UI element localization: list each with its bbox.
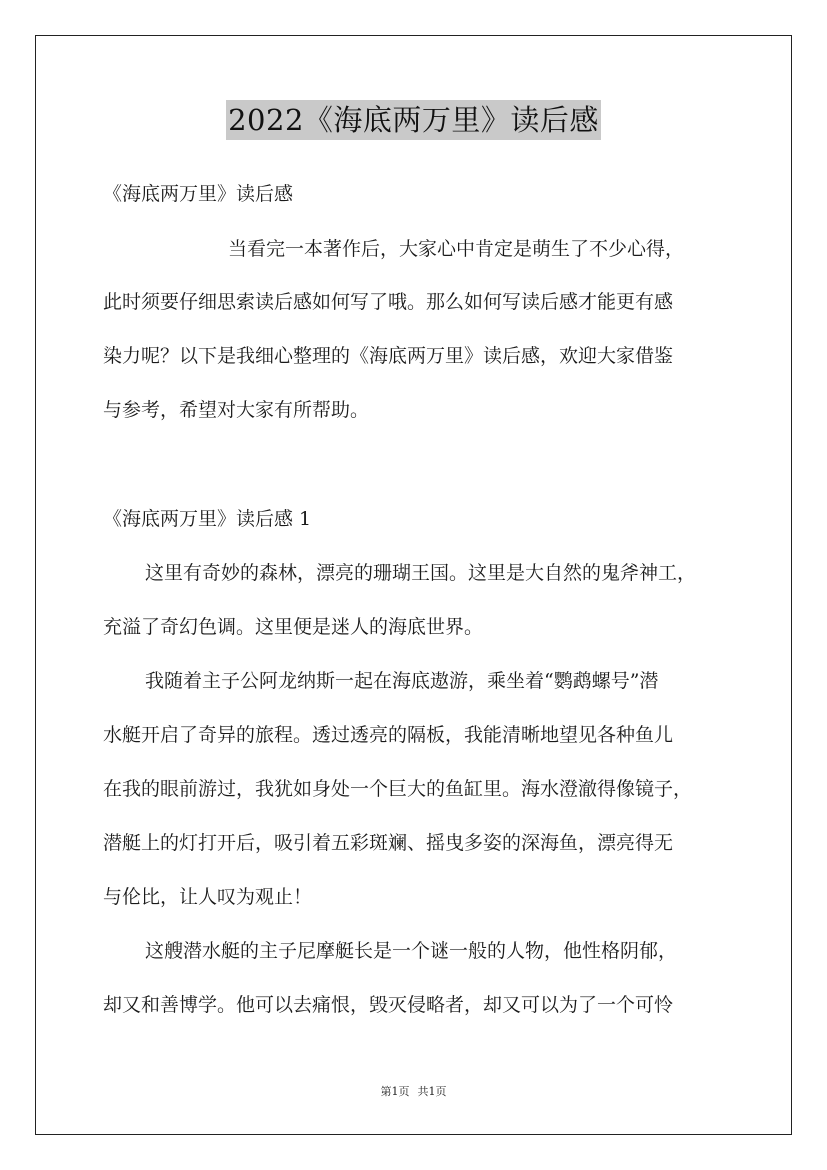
body-line: 充溢了奇幻色调。这里便是迷人的海底世界。	[103, 616, 484, 638]
body-line: 这艘潜水艇的主子尼摩艇长是一个谜一般的人物，他性格阴郁，	[145, 940, 678, 962]
intro-line: 染力呢？以下是我细心整理的《海底两万里》读后感，欢迎大家借鉴	[103, 345, 674, 367]
document-subtitle: 《海底两万里》读后感	[103, 183, 294, 205]
title-wrapper	[0, 100, 827, 140]
document-title: 2022《海底两万里》读后感	[226, 100, 601, 140]
body-line: 却又和善博学。他可以去痛恨，毁灭侵略者，却又可以为了一个可怜	[103, 994, 674, 1016]
body-line: 水艇开启了奇异的旅程。透过透亮的隔板，我能清晰地望见各种鱼儿	[103, 724, 674, 746]
page-number: 第1页	[380, 1085, 410, 1098]
body-line: 与伦比，让人叹为观止！	[103, 886, 313, 908]
page-total: 共1页	[417, 1085, 447, 1098]
body-line: 在我的眼前游过，我犹如身处一个巨大的鱼缸里。海水澄澈得像镜子，	[103, 778, 693, 800]
intro-line: 此时须要仔细思索读后感如何写了哦。那么如何写读后感才能更有感	[103, 291, 674, 313]
body-line: 这里有奇妙的森林，漂亮的珊瑚王国。这里是大自然的鬼斧神工，	[145, 562, 697, 584]
body-line: 我随着主子公阿龙纳斯一起在海底遨游，乘坐着“鹦鹉螺号”潜	[145, 670, 659, 692]
body-line: 潜艇上的灯打开后，吸引着五彩斑斓、摇曳多姿的深海鱼，漂亮得无	[103, 832, 674, 854]
page-footer	[0, 1084, 827, 1100]
section-heading: 《海底两万里》读后感 1	[103, 508, 312, 530]
intro-line: 与参考，希望对大家有所帮助。	[103, 399, 370, 421]
intro-line: 当看完一本著作后，大家心中肯定是萌生了不少心得，	[228, 238, 685, 260]
